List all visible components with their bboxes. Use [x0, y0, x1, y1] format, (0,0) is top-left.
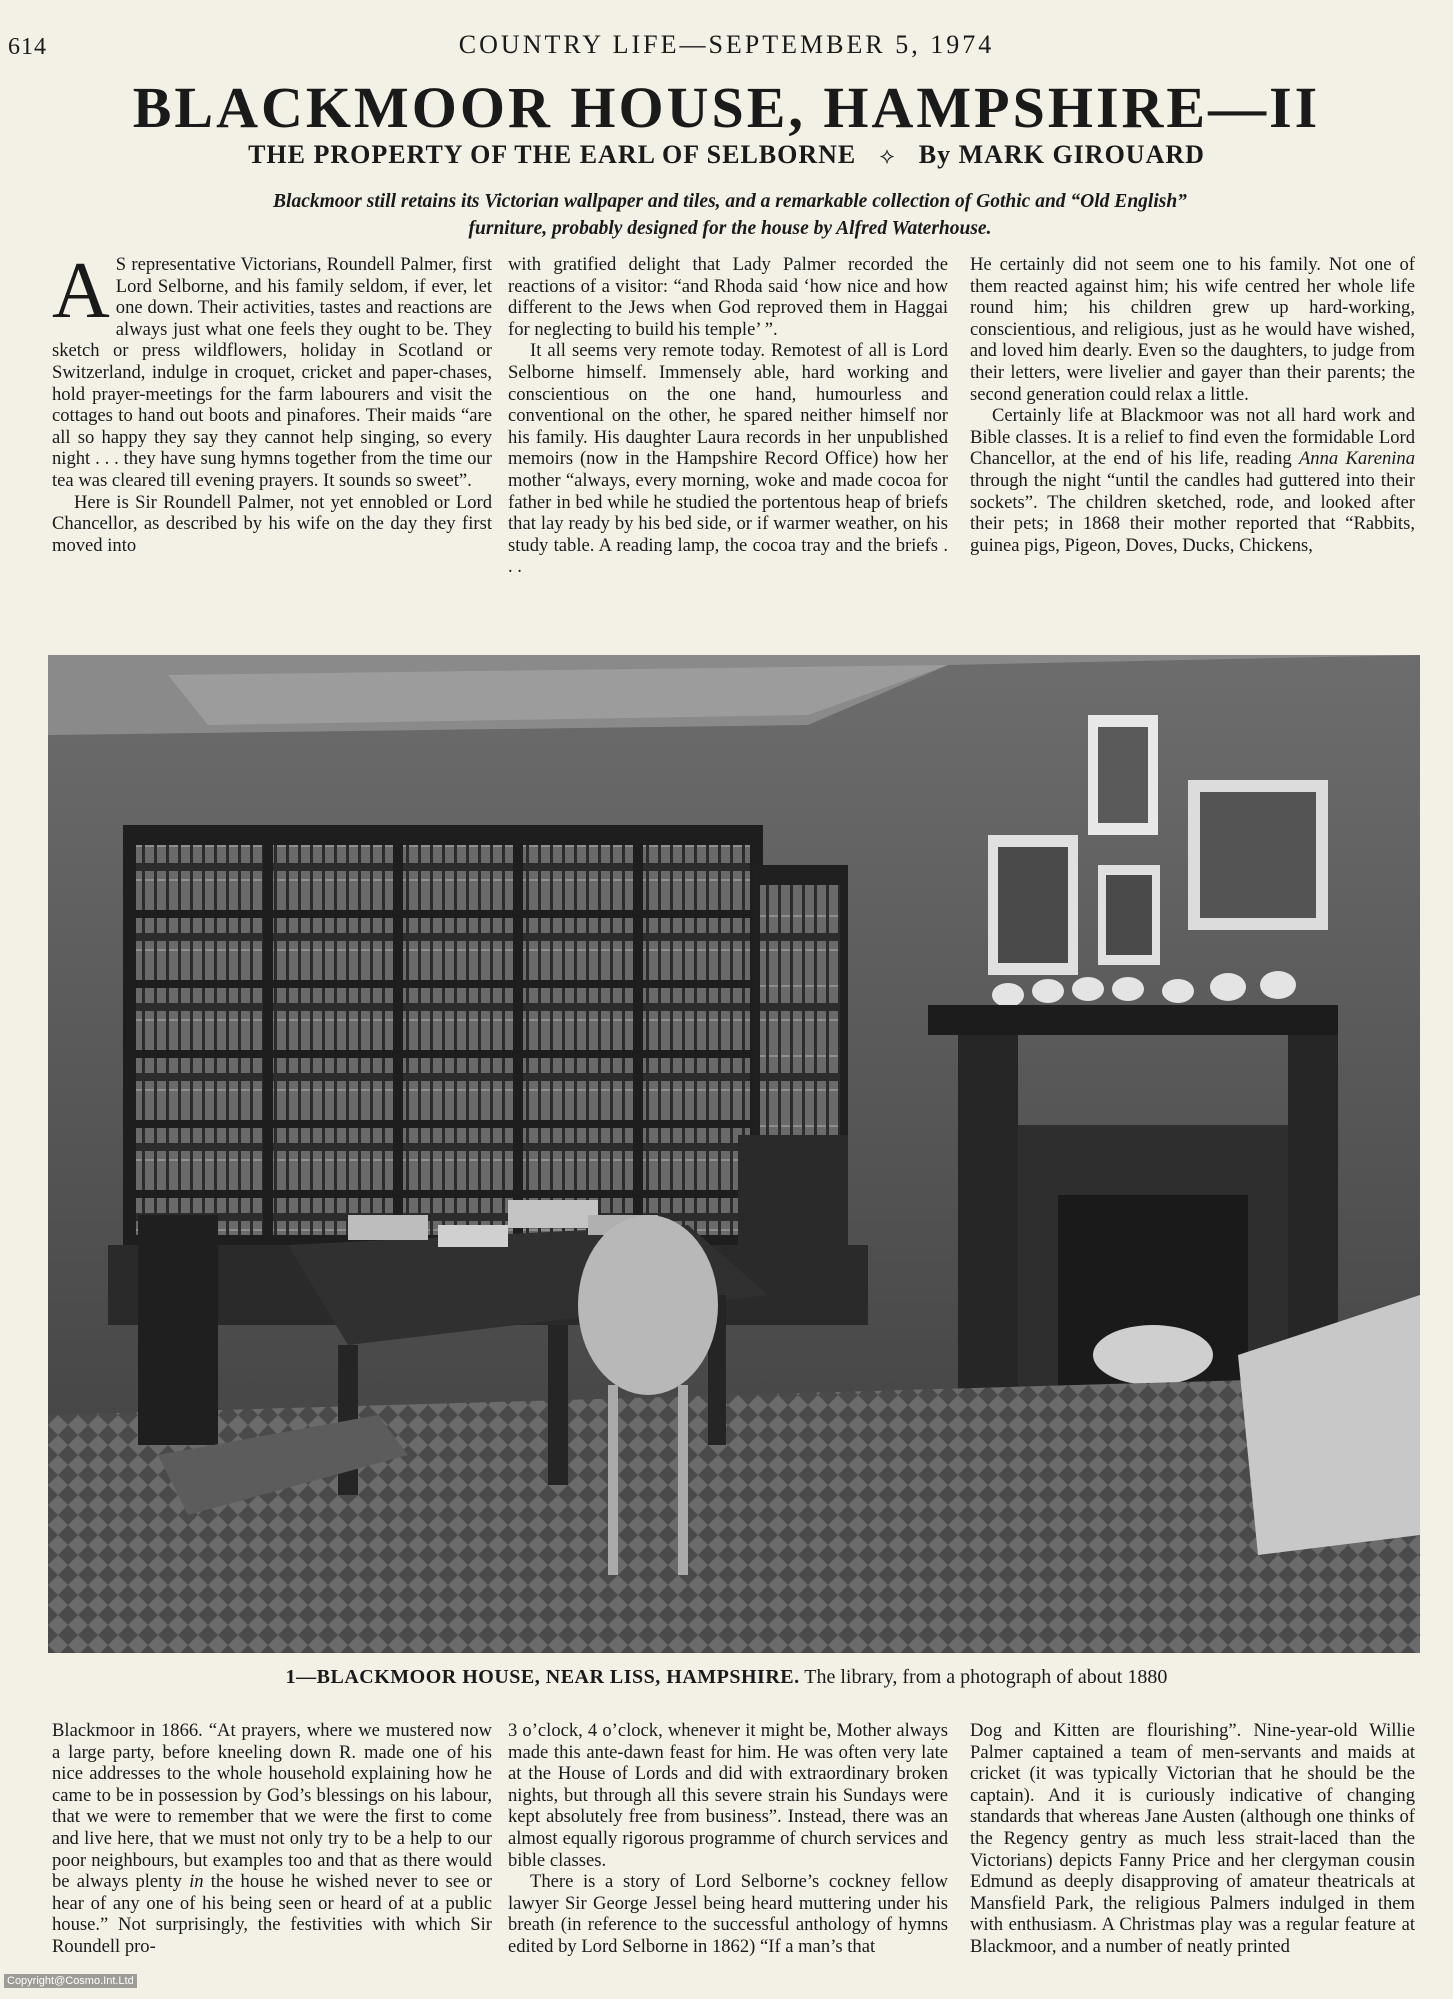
column-top-2	[508, 254, 948, 662]
paragraph: There is a story of Lord Selborne’s cockney fellow lawyer Sir George Jessel being heard muttering under his breath (in reference to the successful anthology of hymns edited by Lord Selborne in 1862) “If a man’s that	[508, 1871, 948, 1957]
photo-caption	[0, 1666, 1453, 1689]
column-bottom-2	[508, 1720, 948, 1990]
subtitle-line	[0, 140, 1453, 170]
drop-cap: A	[52, 254, 110, 335]
paragraph: 3 o’clock, 4 o’clock, whenever it might be, Mother always made this ante-dawn feast for him. He was often very late at the House of Lords and did with extraordinary broken nights, but through all this severe strain his Sundays were kept absolutely free from business”. Instead, there was an almost equally rigorous programme of church services and bible classes.	[508, 1720, 948, 1871]
caption-label: 1—BLACKMOOR HOUSE, NEAR LISS, HAMPSHIRE.	[285, 1666, 800, 1688]
byline: By MARK GIROUARD	[918, 140, 1205, 169]
paragraph	[52, 1720, 492, 1958]
paragraph-text: Certainly life at Blackmoor was not all hard work and Bible classes. It is a relief to find even the formidable Lord Chancellor, at the end of his life, reading	[970, 405, 1415, 470]
copyright-watermark: Copyright@Cosmo.Int.Ltd	[4, 1974, 137, 1988]
paragraph-text: the house he wished never to see or hear of any one of his being seen or heard of at a public house.” Not surprisingly, the festivities with which Sir Roundell pro-	[52, 1871, 492, 1957]
page-number: 614	[8, 34, 47, 60]
article-title: BLACKMOOR HOUSE, HAMPSHIRE—II	[132, 75, 1321, 140]
paragraph-text: S representative Victorians, Roundell Palmer, first Lord Selborne, and his family seldom, if ever, let one down. Their activities, tastes and reactions are always just what one feels they ought to be. They sketch or press wildflowers, holiday in Scotland or Switzerland, indulge in croquet, cricket and paper-chases, hold prayer-meetings for the farm labourers and visit the cottages to hand out boots and pinafores. Their maids “are all so happy they say they cannot help singing, so every night . . . they have sung hymns together from the time our tea was cleared till evening prayers. It sounds so sweet”.	[52, 254, 492, 491]
column-bottom-1	[52, 1720, 492, 1990]
caption-text: The library, from a photograph of about 1880	[804, 1666, 1168, 1688]
column-bottom-3	[970, 1720, 1415, 1990]
paragraph	[52, 254, 492, 492]
article-subtitle: THE PROPERTY OF THE EARL OF SELBORNE	[248, 140, 857, 169]
paragraph: He certainly did not seem one to his family. Not one of them reacted against him; his wife centred her whole life round him; his children grew up hard-working, conscientious, and religious, just as he would have wished, and loved him dearly. Even so the daughters, to judge from their letters, were livelier and gayer than their parents; the second generation could relax a little.	[970, 254, 1415, 405]
running-head: COUNTRY LIFE—SEPTEMBER 5, 1974	[458, 30, 995, 59]
standfirst: Blackmoor still retains its Victorian wallpaper and tiles, and a remarkable collection of Gothic and “Old English” furniture, probably designed for the house by Alfred Waterhouse.	[273, 191, 1187, 239]
column-top-3	[970, 254, 1415, 662]
paragraph: Dog and Kitten are flourishing”. Nine-year-old Willie Palmer captained a team of men-servants and maids at cricket (it was typically Victorian that he should be the captain). And it is curiously indicative of changing standards that whereas Jane Austen (although one thinks of the Regency gentry as much less strait-laced than the Victorians) depicts Fanny Price and her clergyman cousin Edmund as deeply disapproving of amateur theatricals at Mansfield Park, the religious Palmers indulged in them with enthusiasm. A Christmas play was a regular feature at Blackmoor, and a number of neatly printed	[970, 1720, 1415, 1957]
paragraph	[970, 405, 1415, 556]
paragraph-text: through the night “until the candles had guttered into their sockets”. The children sketched, rode, and looked after their pets; in 1868 their mother reported that “Rabbits, guinea pigs, Pigeon, Doves, Ducks, Chickens,	[970, 469, 1415, 556]
ornament-icon: ⟡	[879, 143, 896, 168]
emphasis: in	[189, 1871, 204, 1893]
paragraph: with gratified delight that Lady Palmer recorded the reactions of a visitor: “and Rhoda said ‘how nice and how different to the Jews when God reproved them in Haggai for neglecting to build his temple’ ”.	[508, 254, 948, 340]
library-photograph	[48, 655, 1420, 1653]
paragraph: It all seems very remote today. Remotest of all is Lord Selborne himself. Immensely able, hard working and conscientious on the one hand, humourless and conventional on the other, he spared neither himself nor his family. His daughter Laura records in her unpublished memoirs (now in the Hampshire Record Office) how her mother “always, every morning, woke and made cocoa for father in bed while he studied the portentous heap of briefs that lay ready by his bed side, or if warmer weather, on his study table. A reading lamp, the cocoa tray and the briefs . . .	[508, 340, 948, 578]
column-top-1	[52, 254, 492, 662]
book-title: Anna Karenina	[1298, 448, 1415, 470]
paragraph: Here is Sir Roundell Palmer, not yet ennobled or Lord Chancellor, as described by his wife on the day they first moved into	[52, 491, 492, 556]
library-illustration	[48, 655, 1420, 1653]
paragraph-text: Blackmoor in 1866. “At prayers, where we mustered now a large party, before kneeling down R. made one of his nice addresses to the whole household explaining how he came to be in possession by God’s blessings on his labour, that we were to remember that we were the first to come and live here, that we must not only try to be a help to our poor neighbours, but examples too and that as there would be always plenty	[52, 1720, 492, 1893]
